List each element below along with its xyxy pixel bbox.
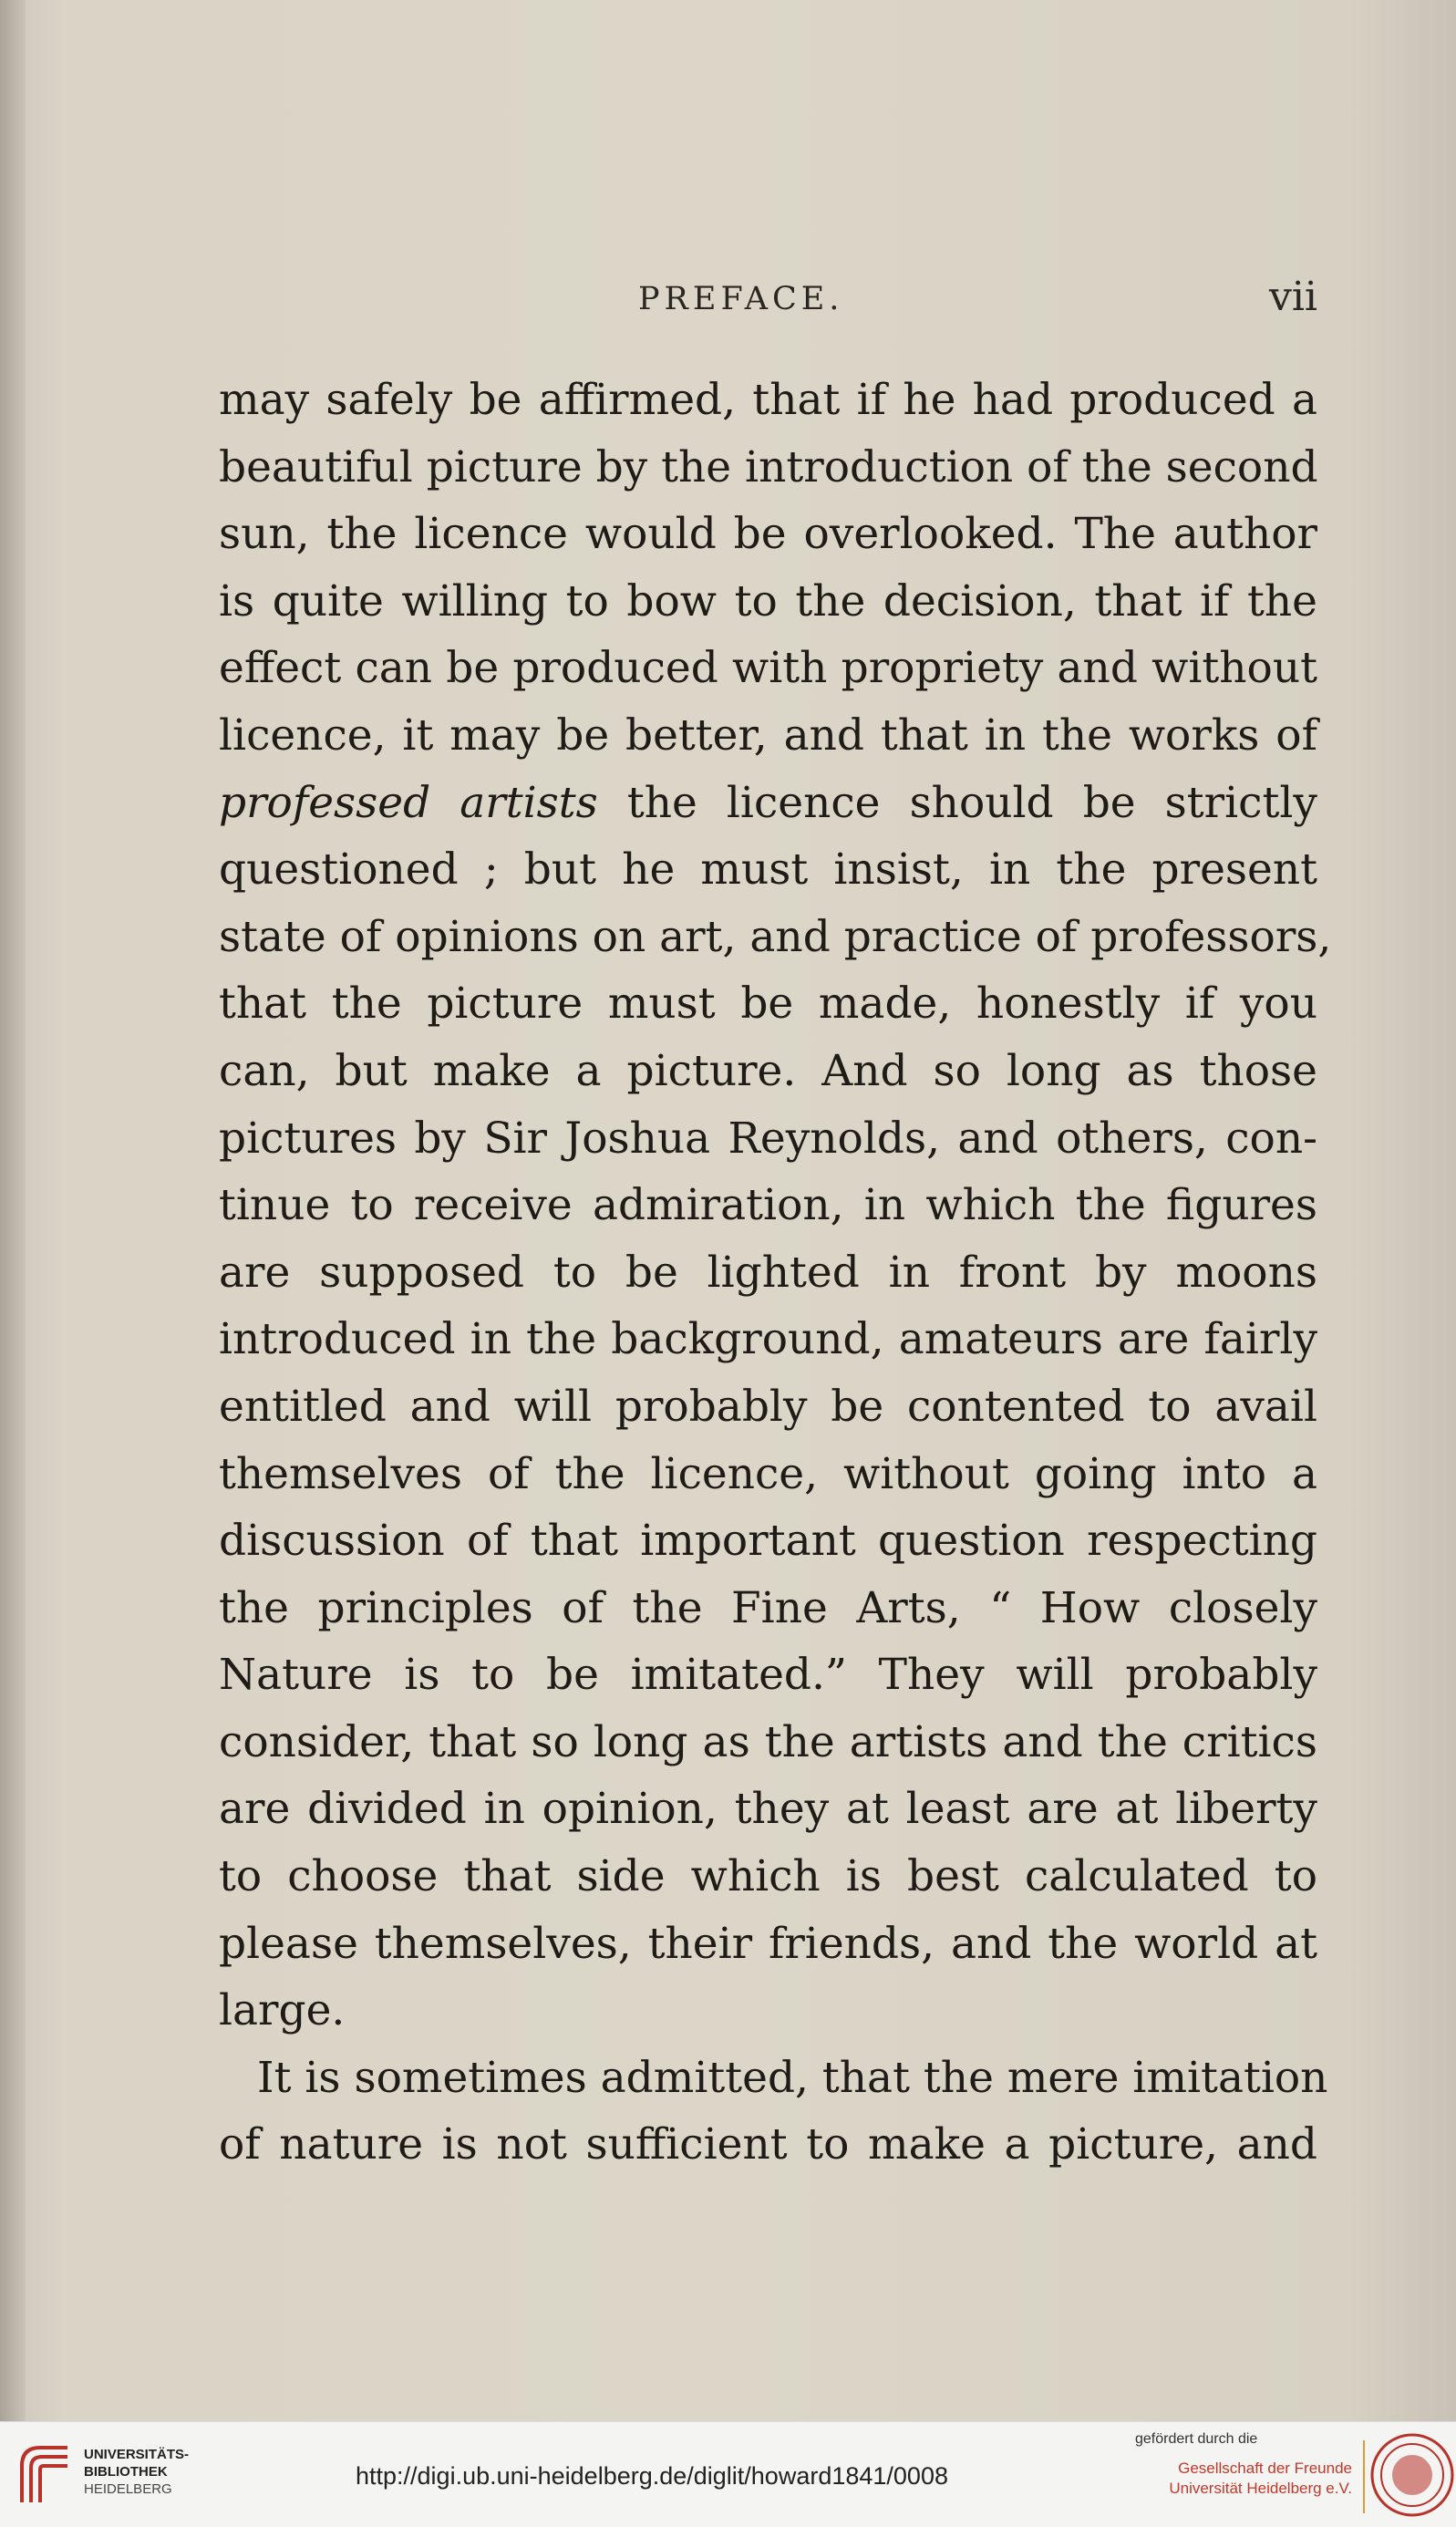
text-line: is quite willing to bow to the decision, that if the <box>219 575 1317 627</box>
text-line: that the picture must be made, honestly if you <box>219 979 1317 1030</box>
library-name-line: BIBLIOTHEK <box>84 2464 168 2480</box>
text-line: the principles of the Fine Arts, “ How closely <box>219 1582 1317 1633</box>
funding-label: gefördert durch die <box>1135 2431 1258 2447</box>
footer-divider <box>1363 2440 1365 2513</box>
running-head <box>219 274 1317 328</box>
page-spine-shadow <box>0 0 26 2421</box>
viewer-footer <box>0 2421 1456 2527</box>
page-number: vii <box>1268 274 1317 320</box>
text-line: Nature is to be imitated.” They will probably <box>219 1650 1317 1701</box>
text-line: state of opinions on art, and practice of professors, <box>219 911 1332 962</box>
text-line: questioned ; but he must insist, in the present <box>219 844 1317 896</box>
text-line: pictures by Sir Joshua Reynolds, and others, con- <box>219 1113 1317 1164</box>
text-line: may safely be affirmed, that if he had produced a <box>219 375 1317 425</box>
text-line: can, but make a picture. And so long as those <box>219 1045 1317 1096</box>
text-line: introduced in the background, amateurs are fairly <box>219 1314 1317 1365</box>
text-line: please themselves, their friends, and the world at <box>219 1918 1317 1969</box>
society-name-line: Gesellschaft der Freunde <box>1178 2460 1352 2477</box>
body-text <box>219 367 1332 2179</box>
text-line: to choose that side which is best calculated to <box>219 1851 1317 1902</box>
text-line: It is sometimes admitted, that the mere imitation <box>257 2052 1328 2103</box>
text-line: tinue to receive admiration, in which the figures <box>219 1180 1317 1231</box>
society-name-line: Universität Heidelberg e.V. <box>1169 2480 1352 2497</box>
text-line-remainder: the licence should be strictly <box>626 777 1317 828</box>
text-line: beautiful picture by the introduction of the second <box>219 441 1318 492</box>
permalink-url[interactable]: http://digi.ub.uni-heidelberg.de/diglit/howard1841/0008 <box>356 2462 948 2490</box>
text-line-with-italic <box>219 770 1317 837</box>
italic-phrase: professed artists <box>219 777 598 828</box>
text-line: consider, that so long as the artists and the critics <box>219 1716 1317 1767</box>
library-name-line: UNIVERSITÄTS- <box>84 2447 190 2462</box>
running-title: PREFACE. <box>638 281 844 317</box>
library-name <box>84 2446 189 2498</box>
text-line: themselves of the licence, without going into a <box>219 1448 1317 1499</box>
text-line: sun, the licence would be overlooked. The author <box>219 509 1317 560</box>
ub-heidelberg-logo-icon <box>13 2439 77 2511</box>
text-line: of nature is not sufficient to make a picture, and <box>219 2119 1317 2170</box>
text-line: are divided in opinion, they at least are at liberty <box>219 1784 1317 1835</box>
text-line: entitled and will probably be contented to avail <box>219 1381 1317 1432</box>
text-line: are supposed to be lighted in front by moons <box>219 1247 1317 1298</box>
university-seal-icon <box>1369 2429 1456 2521</box>
text-line: large. <box>219 1985 346 2036</box>
society-name <box>1135 2459 1352 2499</box>
text-line: licence, it may be better, and that in the works of <box>219 709 1317 761</box>
library-name-line: HEIDELBERG <box>84 2481 172 2497</box>
text-line: discussion of that important question respecting <box>219 1516 1317 1567</box>
text-line: effect can be produced with propriety and without <box>219 643 1317 694</box>
